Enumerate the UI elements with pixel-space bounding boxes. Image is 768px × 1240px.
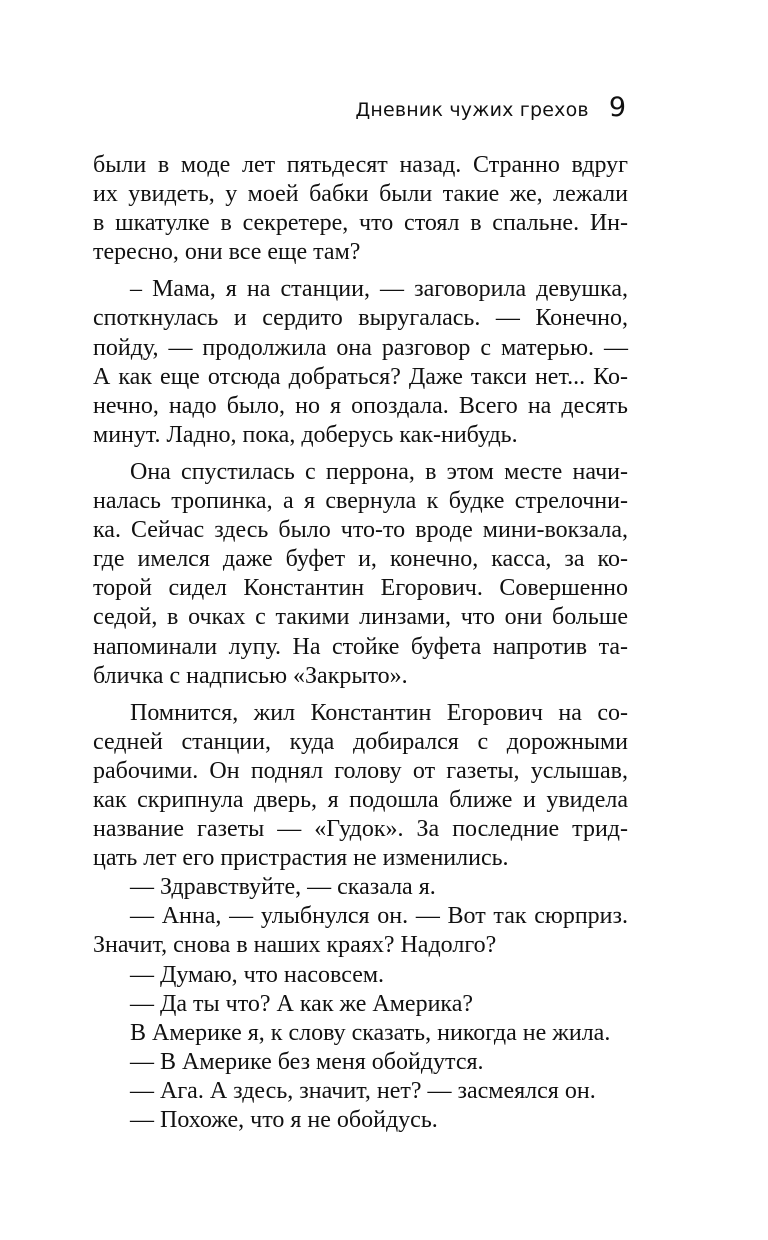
text-line: пойду, — продолжила она разговор с матерью. — [93,334,628,361]
text-line: в шкатулке в секретере, что стоял в спальне. Ин- [93,210,628,237]
text-line: — В Америке без меня обойдутся. [130,1048,484,1075]
text-line: рабочими. Он поднял голову от газеты, услышав, [93,757,628,784]
text-line: Значит, снова в наших краях? Надолго? [93,932,497,959]
text-line: где имелся даже буфет и, конечно, касса, за ко- [93,546,628,573]
text-line: были в моде лет пятьдесят назад. Странно вдруг [93,152,628,178]
text-line: Помнится, жил Константин Егорович на со- [130,699,628,726]
text-line: – Мама, я на станции, — заговорила девушка, [130,276,628,303]
running-header [0,92,626,128]
text-line: их увидеть, у моей бабки были такие же, лежали [93,181,628,208]
text-line: споткнулась и сердито выругалась. — Конечно, [93,305,628,332]
text-line: тересно, они все еще там? [93,239,361,266]
text-line: — Здравствуйте, — сказала я. [130,874,436,901]
running-title: Дневник чужих грехов [355,99,589,121]
text-line: налась тропинка, а я свернула к будке стрелочни- [93,488,628,515]
text-line: — Да ты что? А как же Америка? [130,990,474,1017]
text-line: нечно, надо было, но я опоздала. Всего на десять [93,392,628,419]
text-line: седой, в очках с такими линзами, что они больше [93,604,628,631]
text-line: цать лет его пристрастия не изменились. [93,845,509,872]
text-line: — Анна, — улыбнулся он. — Вот так сюрприз. [130,903,628,930]
text-line: — Ага. А здесь, значит, нет? — засмеялся он. [130,1077,596,1104]
text-line: как скрипнула дверь, я подошла ближе и увидела [93,786,628,813]
text-line: торой сидел Константин Егорович. Совершенно [93,575,628,602]
text-line: В Америке я, к слову сказать, никогда не жила. [130,1019,611,1046]
page-number: 9 [608,92,626,123]
text-line: название газеты — «Гудок». За последние трид- [93,816,628,843]
text-line: напоминали лупу. На стойке буфета напротив та- [93,633,628,660]
text-line: минут. Ладно, пока, доберусь как-нибудь. [93,421,518,448]
text-line: ка. Сейчас здесь было что-то вроде мини-вокзала, [93,517,628,544]
body-text [93,151,628,1135]
text-line: Она спустилась с перрона, в этом месте начи- [130,458,628,485]
text-line: седней станции, куда добирался с дорожными [93,728,628,755]
text-line: А как еще отсюда добраться? Даже такси нет... Ко- [93,363,628,390]
text-line: — Похоже, что я не обойдусь. [130,1107,438,1133]
text-line: бличка с надписью «Закрыто». [93,662,408,689]
text-line: — Думаю, что насовсем. [130,961,385,988]
